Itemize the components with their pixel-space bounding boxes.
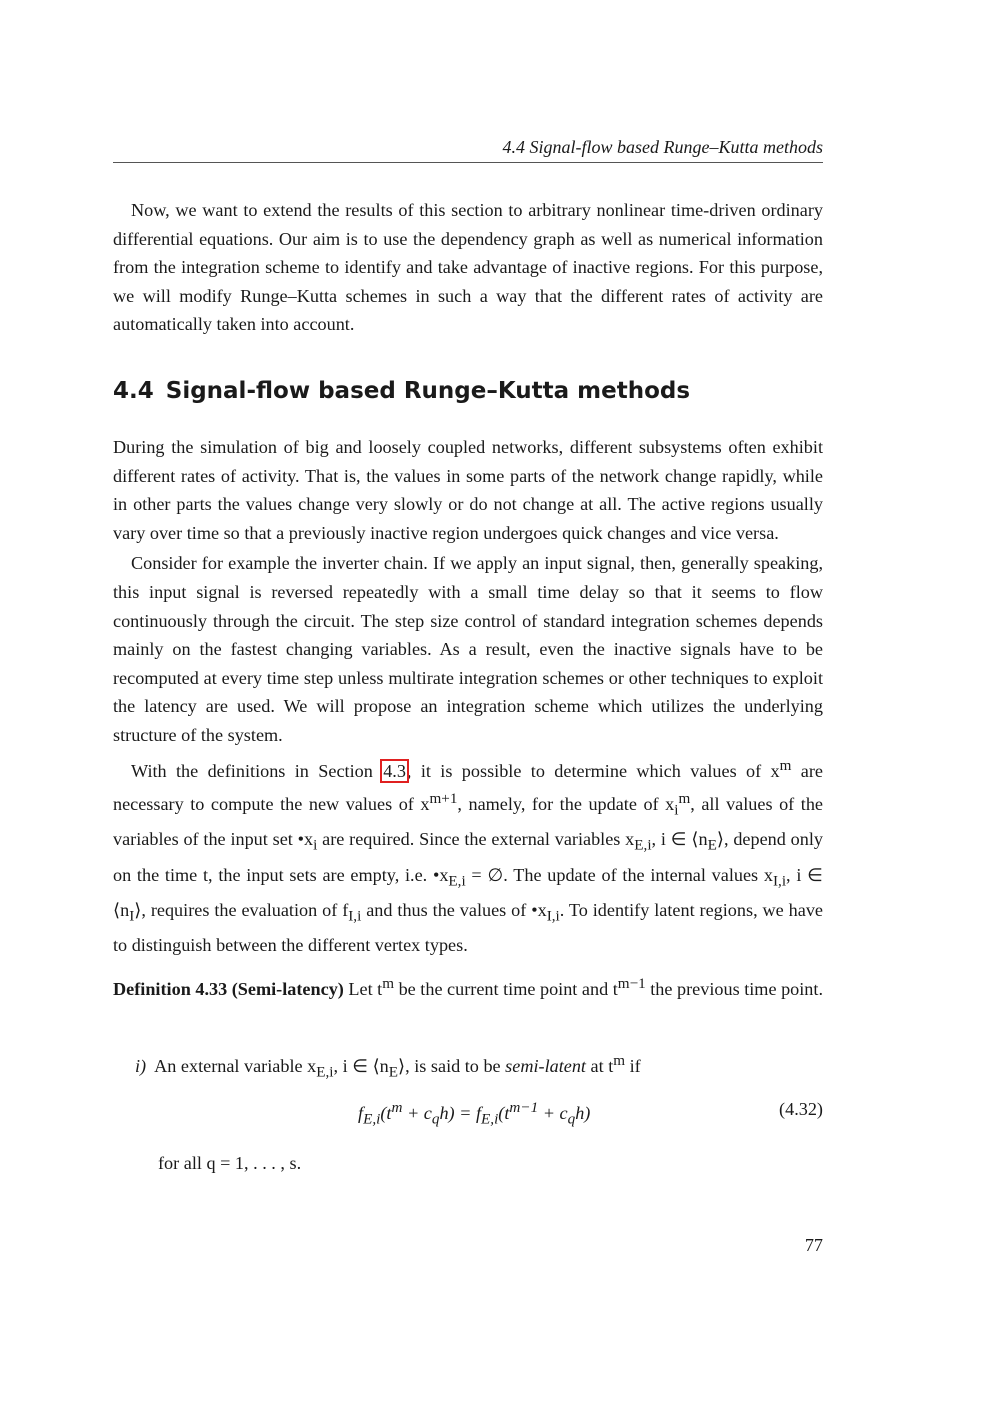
p3-text: , namely, for the update of x [457, 794, 675, 815]
item-label: i) [135, 1056, 147, 1077]
eq-part: f [358, 1103, 364, 1124]
p3-text: ⟩, requires the evaluation of f [134, 899, 349, 920]
eq-part: + c [538, 1103, 568, 1124]
header-rule [113, 162, 823, 163]
definition-block [113, 970, 823, 1004]
p3-math: I [129, 907, 135, 925]
definition-text [113, 970, 823, 1004]
p3-math: E,i [448, 872, 466, 890]
item-text: An external variable x [154, 1056, 317, 1077]
definition-math: m−1 [617, 975, 646, 992]
paragraph-2: Consider for example the inverter chain. If we apply an input signal, then, generally speaking, this input signal is reversed repeatedly with a small time delay so that it seems to flow continuously through the circuit. The step size control of standard integration schemes depends mainly on the fastest changing variables. As a result, even the inactive signals have to be recomputed at every time step unless multirate integration schemes or other techniques to exploit the latency are used. We will propose an integration scheme which utilizes the underlying structure of the system. [113, 553, 823, 745]
forall-condition: for all q = 1, . . . , s. [158, 1153, 302, 1173]
p3-text: , i ∈ ⟨n [113, 864, 823, 920]
p3-text: , i ∈ ⟨n [651, 829, 708, 850]
section-reference-link[interactable]: 4.3 [383, 760, 406, 781]
section-title: Signal-flow based Runge–Kutta methods [165, 378, 691, 404]
item-math: m [613, 1052, 626, 1069]
paragraph-1: During the simulation of big and loosely coupled networks, different subsystems often exhibit different rates of activity. That is, the values in some parts of the network change rapidly, while in other parts the values change very slowly or do not change at all. The active regions usually vary over time so that a previously inactive region undergoes quick changes and vice versa. [113, 437, 823, 543]
section-heading [113, 378, 823, 404]
section-number: 4.4 [113, 378, 154, 404]
p3-text: and thus the values of •x [361, 899, 547, 920]
eq-part: (t [380, 1103, 392, 1124]
p3-math: I,i [348, 907, 362, 925]
p3-math: I,i [772, 872, 787, 890]
intro-text: Now, we want to extend the results of this section to arbitrary nonlinear time-driven ordinary differential equations. Our aim is to use the dependency graph as well as numerical information from the integration scheme to identify and take advantage of inactive regions. For this purpose, we will modify Runge–Kutta schemes in such a way that the different rates of activity are automatically taken into account. [113, 200, 823, 335]
item-math: E,i [316, 1063, 334, 1081]
p3-math: E,i [634, 837, 652, 855]
p3-math: E [707, 837, 717, 855]
eq-part: q [431, 1110, 440, 1128]
page-number: 77 [804, 1235, 823, 1255]
equation-expression [358, 1099, 590, 1129]
paragraph-3 [113, 752, 823, 960]
definition-label: Definition 4.33 (Semi-latency) [113, 979, 344, 1000]
item-text: if [625, 1056, 641, 1077]
eq-part: h) = f [439, 1103, 482, 1124]
p3-math: m [779, 756, 792, 774]
definition-item-i [135, 1047, 825, 1087]
p3-math: I,i [546, 907, 560, 925]
eq-part: + c [402, 1103, 432, 1124]
item-math: E [388, 1063, 399, 1081]
p3-math: m+1 [429, 790, 458, 808]
section-body [113, 433, 823, 960]
running-header: 4.4 Signal-flow based Runge–Kutta methods [502, 137, 823, 157]
p3-math: i [674, 801, 679, 819]
item-text: ⟩, is said to be [398, 1056, 506, 1077]
eq-part: (t [498, 1103, 510, 1124]
p3-math: i [313, 837, 318, 855]
p3-text: are necessary to compute the new values of x [113, 760, 824, 815]
intro-paragraph [113, 196, 823, 339]
p3-text: are required. Since the external variables x [317, 829, 635, 850]
p3-text: , all values of the variables of the input set •x [113, 794, 823, 850]
p3-text: , it is possible to determine which values of x [406, 760, 780, 781]
equation-number: (4.32) [779, 1099, 823, 1119]
eq-part: q [567, 1110, 576, 1128]
eq-part: h) [575, 1103, 591, 1124]
item-term: semi-latent [505, 1056, 586, 1077]
eq-part: m−1 [509, 1099, 539, 1116]
p3-text: = ∅. The update of the internal values x [465, 864, 773, 885]
definition-part: Let t [343, 979, 383, 1000]
definition-part: the previous time point. [645, 979, 824, 1000]
item-text: at t [586, 1056, 614, 1077]
item-text: , i ∈ ⟨n [333, 1056, 389, 1077]
p3-math: m [678, 790, 691, 808]
p3-text: With the definitions in Section [131, 760, 383, 781]
eq-part: E,i [481, 1110, 499, 1128]
eq-part: E,i [363, 1110, 381, 1128]
definition-math: m [382, 975, 395, 992]
p3-text: . To identify latent regions, we have to distinguish between the different vertex types. [113, 899, 823, 956]
definition-part: be the current time point and t [394, 979, 618, 1000]
p3-text: ⟩, depend only on the time t, the input sets are empty, i.e. •x [113, 829, 823, 885]
equation-4-32 [113, 1099, 823, 1129]
eq-part: m [391, 1099, 403, 1116]
